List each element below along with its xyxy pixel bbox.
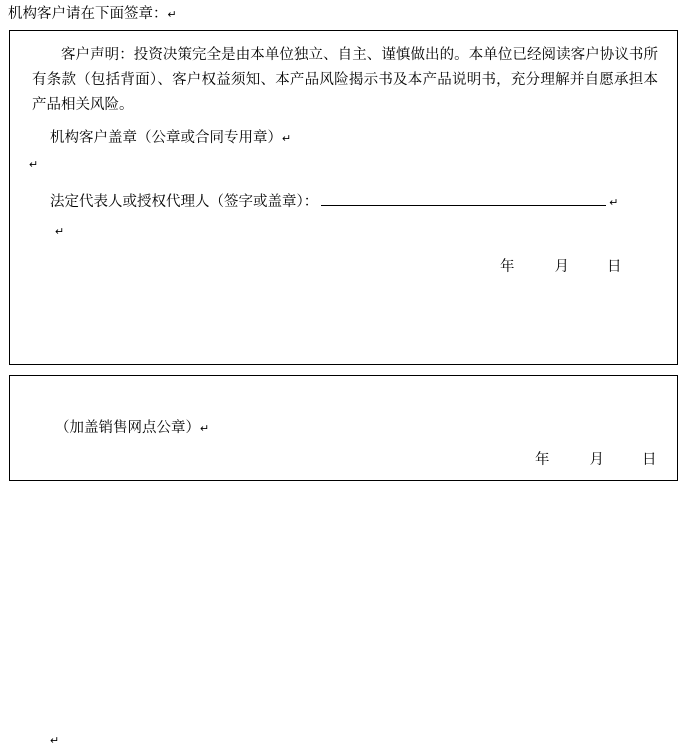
paragraph-mark-icon: ↵ [282, 133, 292, 145]
sales-outlet-seal-label: （加盖销售网点公章） [55, 420, 200, 436]
organization-seal-line [50, 126, 291, 152]
paragraph-mark-icon: ↵ [167, 9, 177, 21]
sales-outlet-seal-note [55, 416, 209, 442]
client-declaration-body: 客户声明：投资决策完全是由本单位独立、自主、谨慎做出的。本单位已经阅读客户协议书所有条款（包括背面）、客户权益须知、本产品风险揭示书及本产品说明书，充分理解并自愿承担本产品相关风险。 [32, 47, 658, 113]
paragraph-mark-icon: ↵ [200, 423, 210, 435]
sales-outlet-seal-box [9, 375, 678, 747]
date-month-label: 月 [554, 259, 569, 275]
client-declaration-text [32, 43, 658, 118]
organization-seal-label: 机构客户盖章（公章或合同专用章） [50, 130, 282, 146]
paragraph-mark-icon: ↵ [29, 159, 39, 171]
paragraph-mark-icon: ↵ [55, 226, 65, 238]
main-date-row [500, 255, 622, 280]
seal-date-row [535, 448, 657, 473]
paragraph-mark-icon: ↵ [50, 735, 60, 747]
legal-representative-line [50, 190, 618, 216]
page-title-text: 机构客户请在下面签章： [8, 6, 168, 22]
date-year-label: 年 [535, 452, 550, 468]
client-declaration-box [9, 30, 678, 365]
legal-representative-label: 法定代表人或授权代理人（签字或盖章）： [50, 194, 319, 210]
date-day-label: 日 [642, 452, 657, 468]
signature-field[interactable] [321, 190, 606, 206]
date-month-label: 月 [589, 452, 604, 468]
date-year-label: 年 [500, 259, 515, 275]
date-day-label: 日 [607, 259, 622, 275]
paragraph-mark-icon: ↵ [609, 197, 619, 209]
page-title [8, 4, 177, 25]
